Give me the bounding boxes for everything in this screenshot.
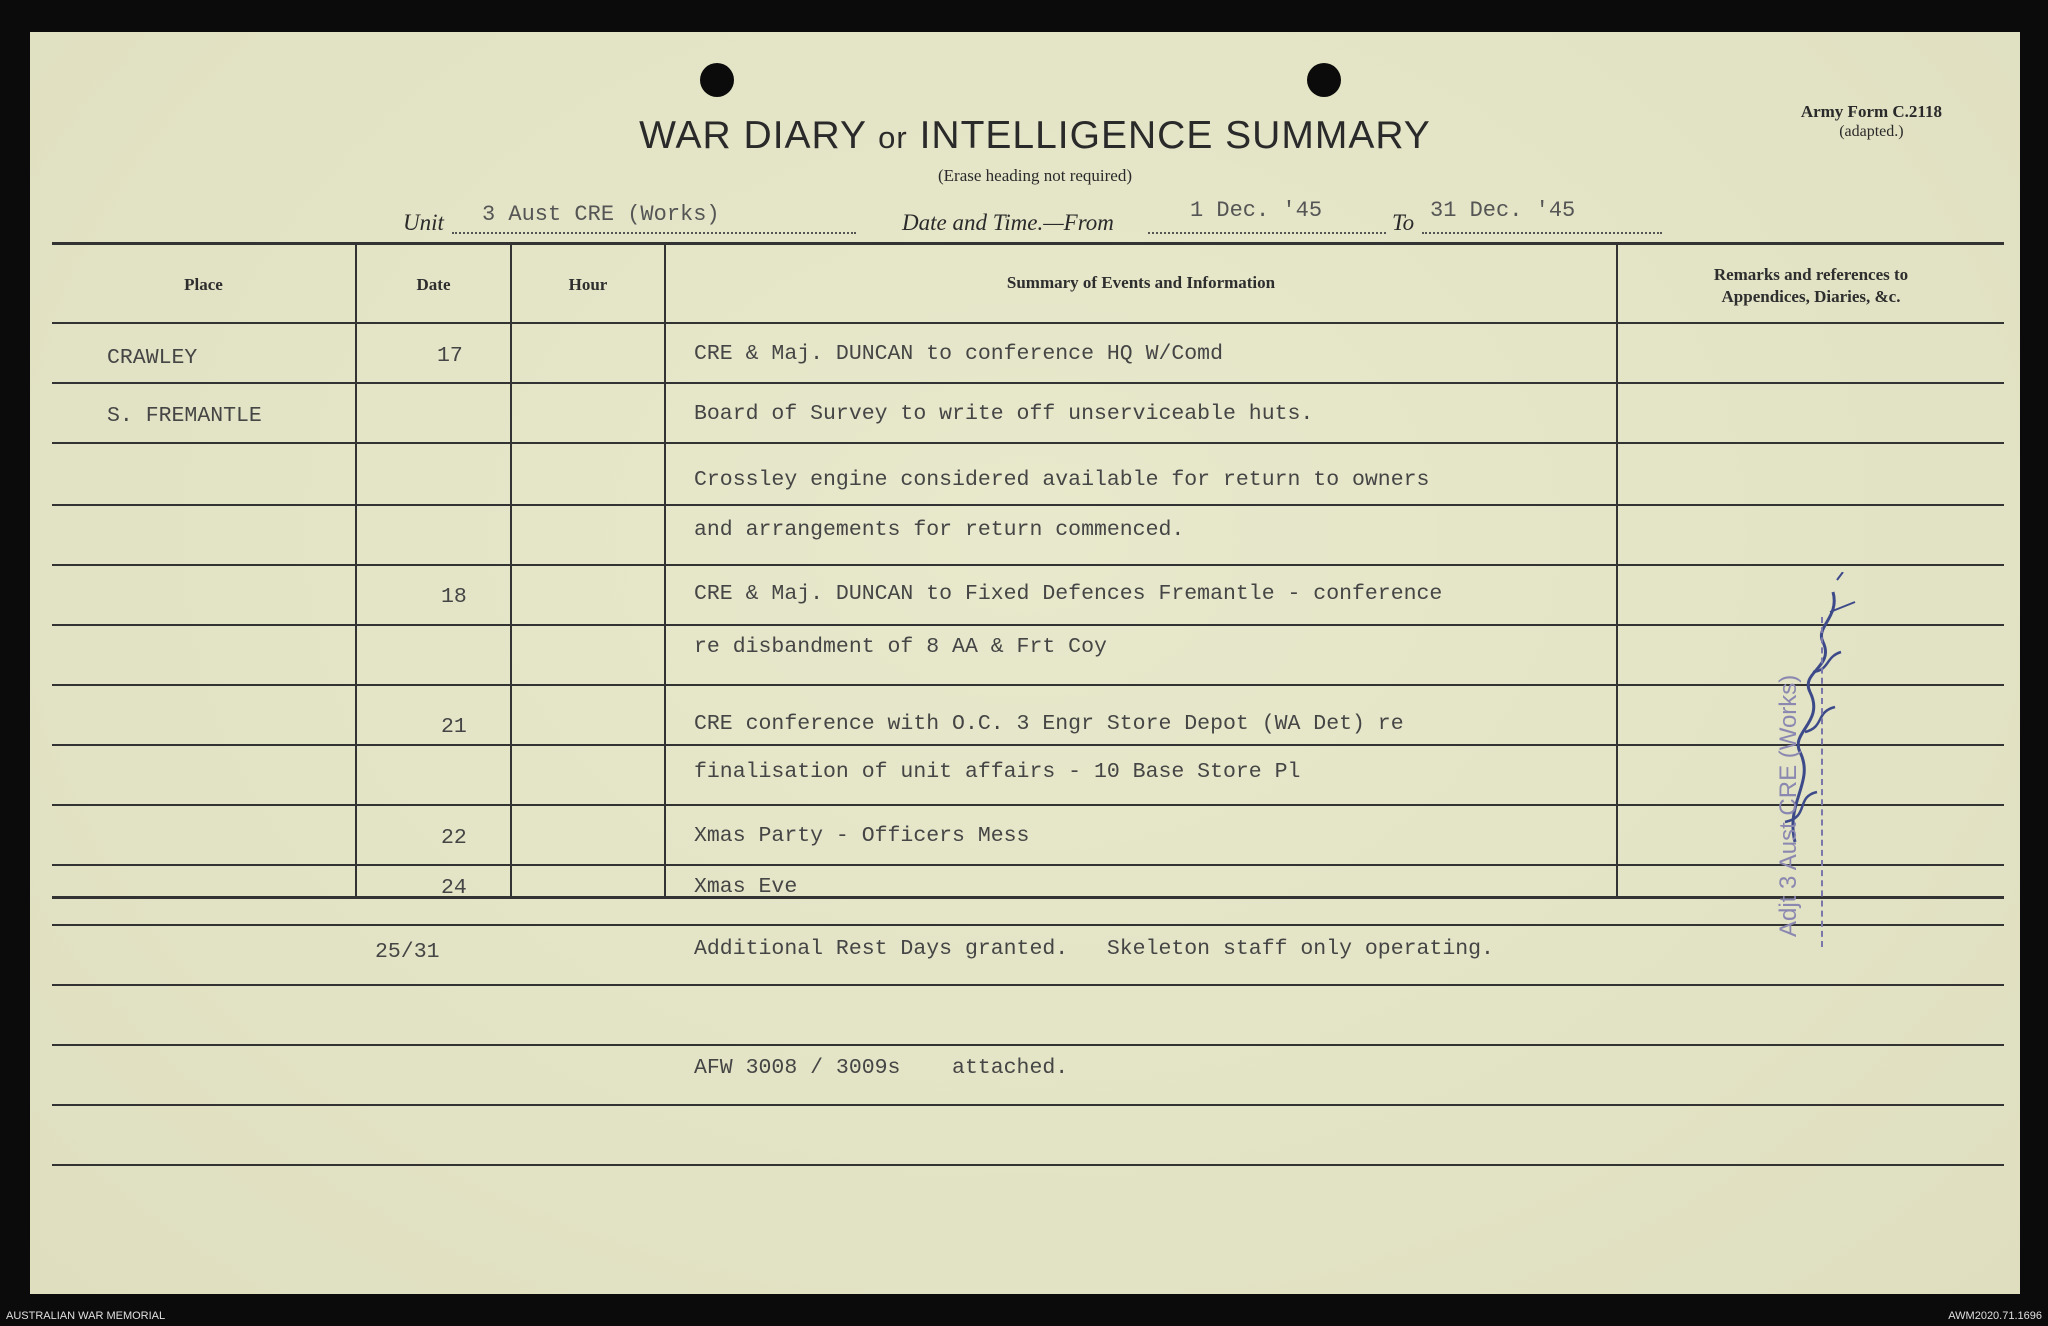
- table-row-date: 17: [437, 344, 463, 368]
- column-divider-place-date: [355, 244, 357, 897]
- table-row-date: 18: [441, 585, 467, 609]
- unit-label: Unit: [403, 210, 444, 235]
- row-rule: [52, 1044, 2004, 1046]
- row-rule: [52, 684, 2004, 686]
- header-date: Date: [416, 275, 451, 294]
- table-top-rule: [52, 242, 2004, 245]
- row-rule: [52, 984, 2004, 986]
- table-row-summary: Crossley engine considered available for return to owners: [694, 468, 1430, 492]
- table-row-summary: AFW 3008 / 3009s attached.: [694, 1056, 1069, 1080]
- table-row-summary: and arrangements for return commenced.: [694, 518, 1185, 542]
- row-rule: [52, 382, 2004, 384]
- row-rule: [52, 1104, 2004, 1106]
- table-row-summary: Board of Survey to write off unserviceable huts.: [694, 402, 1314, 426]
- document-title: [30, 114, 2020, 158]
- table-row-summary: CRE & Maj. DUNCAN to Fixed Defences Fremantle - conference: [694, 582, 1443, 606]
- adjutant-signature: [1755, 572, 1875, 872]
- punch-hole-right: [1307, 63, 1341, 97]
- row-rule: [52, 744, 2004, 746]
- title-or: or: [878, 120, 908, 155]
- row-rule: [52, 1164, 2004, 1166]
- table-bottom-rule: [52, 896, 2004, 899]
- table-row-place: CRAWLEY: [107, 346, 198, 370]
- form-adapted: (adapted.): [1839, 123, 1904, 140]
- row-rule: [52, 864, 2004, 866]
- adjutant-stamp: Adjt 3 Aust CRE (Works): [1775, 674, 1802, 937]
- table-row-place: S. FREMANTLE: [107, 404, 262, 428]
- table-row-date: 21: [441, 715, 467, 739]
- header-hour: Hour: [568, 275, 608, 294]
- table-row-summary: Xmas Eve: [694, 875, 798, 899]
- date-time-from-label: Date and Time.—From: [902, 210, 1114, 235]
- footer-left: AUSTRALIAN WAR MEMORIAL: [6, 1310, 166, 1322]
- row-rule: [52, 804, 2004, 806]
- column-divider-summary-remarks: [1616, 244, 1618, 897]
- title-war-diary: WAR DIARY: [639, 114, 867, 157]
- table-row-summary: re disbandment of 8 AA & Frt Coy: [694, 635, 1107, 659]
- punch-hole-left: [700, 63, 734, 97]
- form-number: Army Form C.2118: [1800, 102, 1942, 121]
- footer-right: AWM2020.71.1696: [1948, 1310, 2042, 1322]
- row-rule: [52, 504, 2004, 506]
- document-subtitle: (Erase heading not required): [938, 166, 1132, 185]
- war-diary-sheet: [30, 32, 2020, 1294]
- table-row-date: 22: [441, 826, 467, 850]
- unit-value: 3 Aust CRE (Works): [482, 202, 720, 227]
- row-rule: [52, 924, 2004, 926]
- row-rule: [52, 564, 2004, 566]
- table-row-summary: finalisation of unit affairs - 10 Base Store Pl: [694, 760, 1301, 784]
- header-place: Place: [184, 275, 223, 294]
- table-row-summary: CRE conference with O.C. 3 Engr Store Depot (WA Det) re: [694, 712, 1404, 736]
- date-to-label: To: [1392, 210, 1415, 235]
- header-bottom-rule: [52, 322, 2004, 324]
- row-rule: [52, 442, 2004, 444]
- header-remarks-line1: Remarks and references to: [1713, 265, 1909, 284]
- header-remarks: [1618, 264, 2004, 308]
- date-to-dotted-line: [1422, 232, 1662, 234]
- unit-dotted-line: [452, 232, 856, 234]
- column-divider-hour-summary: [664, 244, 666, 897]
- title-intelligence-summary: INTELLIGENCE SUMMARY: [919, 114, 1431, 157]
- date-to-value: 31 Dec. '45: [1430, 198, 1576, 223]
- row-rule: [52, 624, 2004, 626]
- table-row-summary: Xmas Party - Officers Mess: [694, 824, 1030, 848]
- date-from-dotted-line: [1148, 232, 1386, 234]
- army-form-number: [1801, 102, 1942, 142]
- table-row-summary: Additional Rest Days granted. Skeleton staff only operating.: [694, 937, 1494, 961]
- table-row-summary: CRE & Maj. DUNCAN to conference HQ W/Comd: [694, 342, 1223, 366]
- table-row-date: 25/31: [375, 940, 440, 964]
- header-remarks-line2: Appendices, Diaries, &c.: [1721, 287, 1901, 306]
- stamp-dashed-line: [1821, 617, 1823, 947]
- header-summary: Summary of Events and Information: [1006, 273, 1276, 292]
- date-from-value: 1 Dec. '45: [1190, 198, 1323, 223]
- table-row-date: 24: [441, 876, 467, 900]
- column-divider-date-hour: [510, 244, 512, 897]
